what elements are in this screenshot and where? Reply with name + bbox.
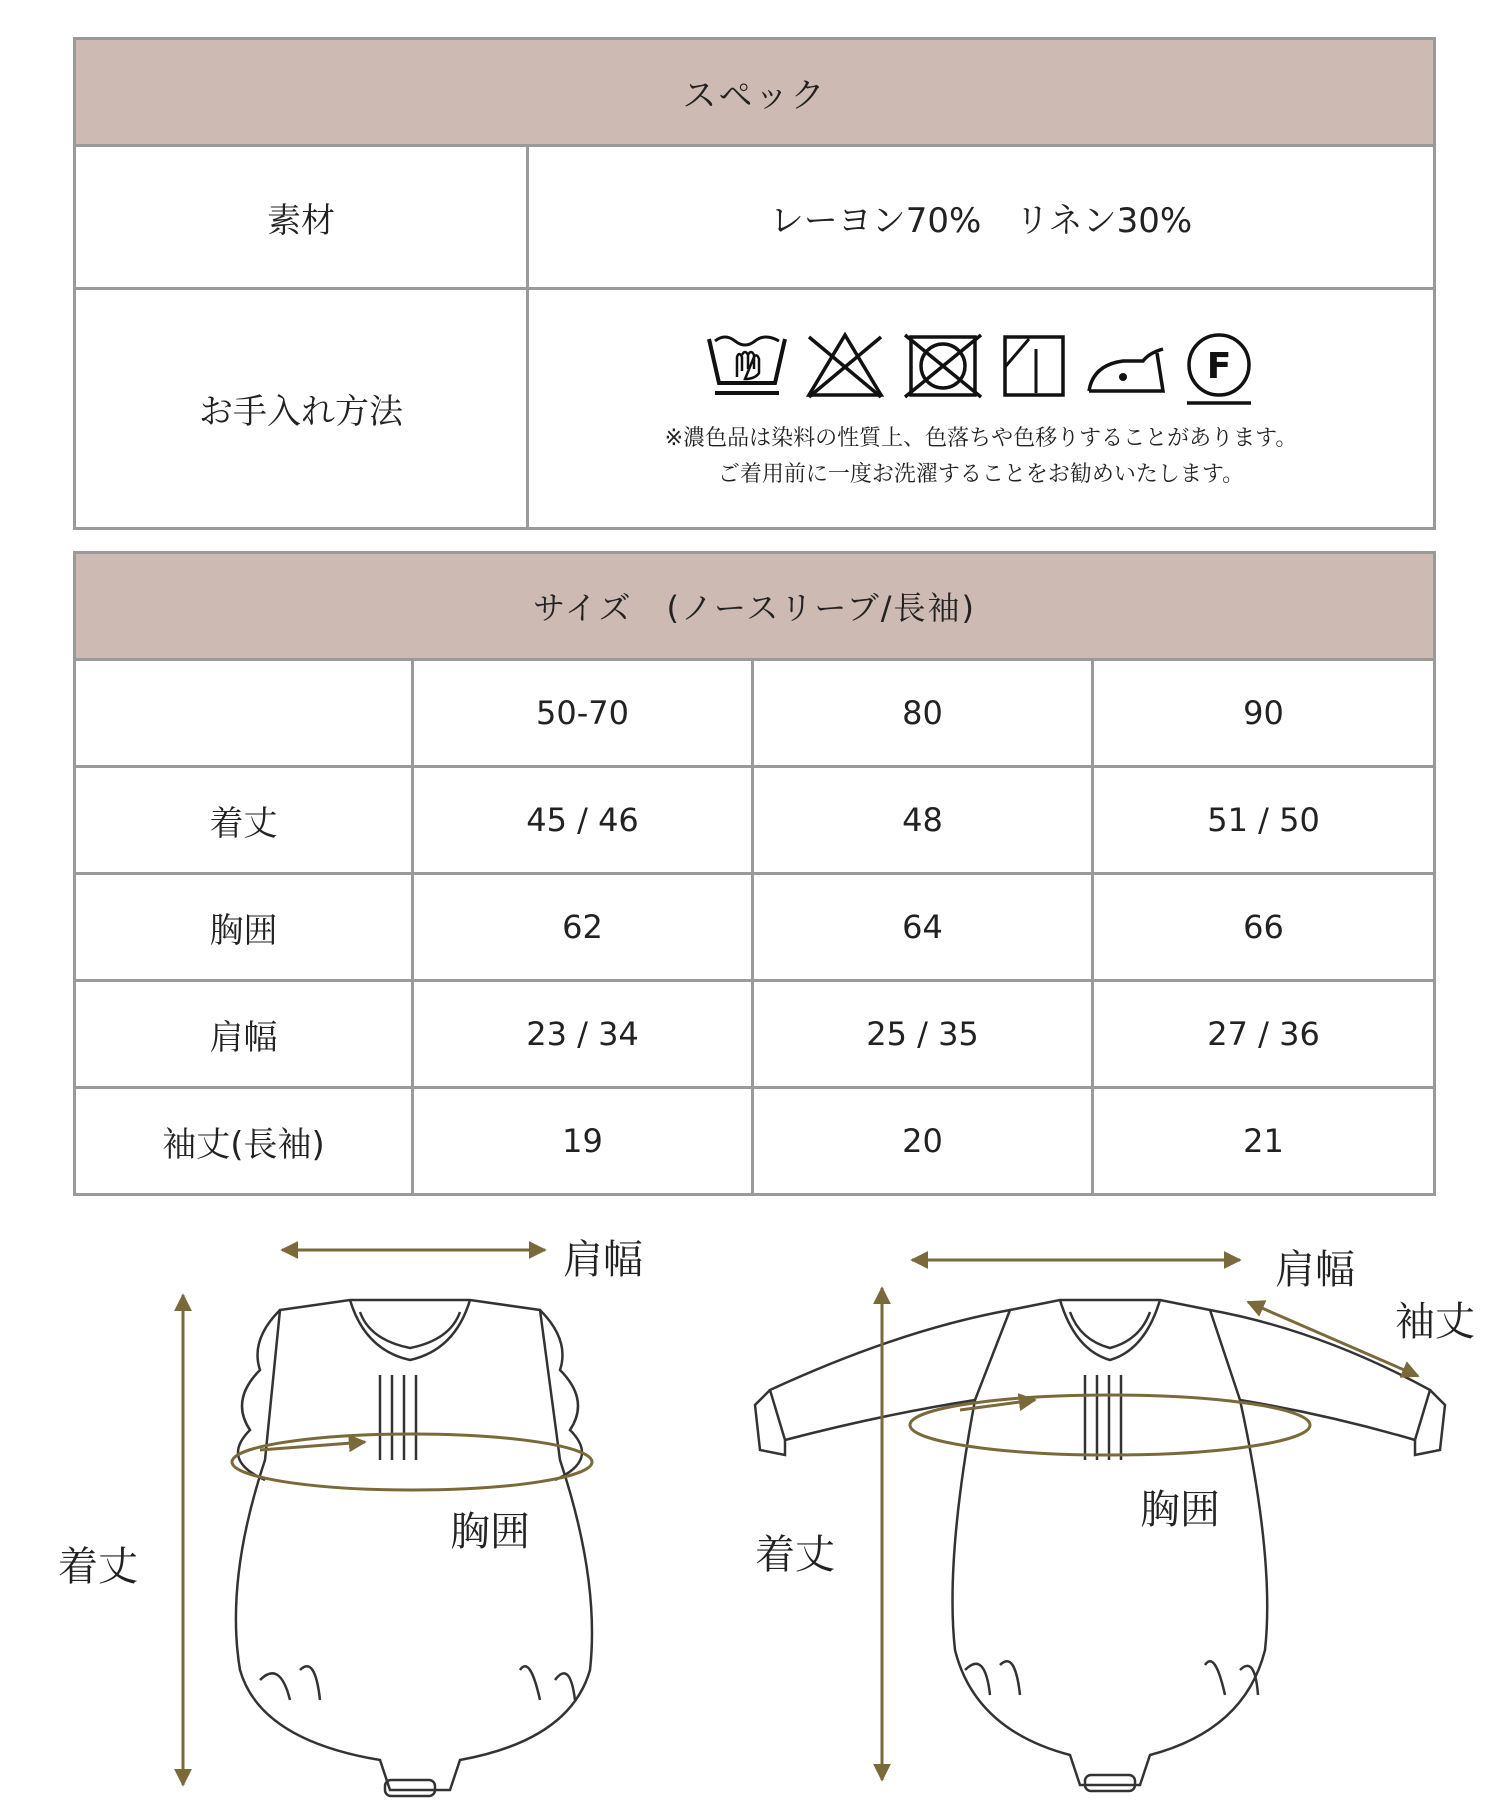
table-row	[75, 767, 1435, 874]
table-row	[75, 1088, 1435, 1195]
table-cell: 66	[1093, 874, 1435, 981]
size-header: サイズ (ノースリーブ/長袖)	[75, 553, 1435, 660]
right-shoulder-label: 肩幅	[1275, 1247, 1355, 1293]
table-cell: 23 / 34	[413, 981, 753, 1088]
table-row	[75, 874, 1435, 981]
svg-text:F: F	[1206, 345, 1232, 387]
size-col-header: 90	[1093, 660, 1435, 767]
iron-low-icon	[1083, 331, 1167, 401]
table-cell: 64	[753, 874, 1093, 981]
no-tumble-dry-icon	[901, 331, 985, 401]
long-sleeve-romper-drawing	[755, 1300, 1445, 1791]
left-length-label: 着丈	[58, 1544, 138, 1590]
table-cell: 19	[413, 1088, 753, 1195]
drip-dry-icon	[999, 331, 1069, 401]
dry-clean-f-icon	[1181, 331, 1257, 407]
table-cell: 21	[1093, 1088, 1435, 1195]
care-note-line1: ※濃色品は染料の性質上、色落ちや色移りすることがあります。	[664, 425, 1298, 451]
spec-table	[73, 37, 1436, 530]
row-label: 胸囲	[75, 874, 413, 981]
size-table	[73, 551, 1436, 1196]
care-cell	[528, 289, 1435, 529]
material-label: 素材	[75, 146, 528, 289]
care-label: お手入れ方法	[75, 289, 528, 529]
table-cell: 62	[413, 874, 753, 981]
size-col-header: 80	[753, 660, 1093, 767]
right-length-label: 着丈	[755, 1532, 835, 1578]
size-corner-cell	[75, 660, 413, 767]
left-shoulder-label: 肩幅	[563, 1237, 643, 1283]
table-cell: 27 / 36	[1093, 981, 1435, 1088]
table-row	[75, 981, 1435, 1088]
care-icons	[529, 331, 1433, 407]
table-cell: 51 / 50	[1093, 767, 1435, 874]
row-label: 袖丈(長袖)	[75, 1088, 413, 1195]
table-cell: 20	[753, 1088, 1093, 1195]
row-label: 肩幅	[75, 981, 413, 1088]
size-col-header: 50-70	[413, 660, 753, 767]
table-cell: 45 / 46	[413, 767, 753, 874]
row-label: 着丈	[75, 767, 413, 874]
left-measure-arrows	[183, 1250, 592, 1785]
care-note	[529, 421, 1433, 493]
no-bleach-icon	[803, 331, 887, 401]
hand-wash-icon	[705, 331, 789, 401]
sleeveless-romper-drawing	[236, 1300, 592, 1796]
right-chest-label: 胸囲	[1140, 1487, 1220, 1533]
right-sleeve-label: 袖丈	[1395, 1299, 1475, 1345]
left-chest-label: 胸囲	[450, 1509, 530, 1555]
material-value: レーヨン70% リネン30%	[528, 146, 1435, 289]
care-note-line2: ご着用前に一度お洗濯することをお勧めいたします。	[717, 461, 1245, 487]
table-cell: 25 / 35	[753, 981, 1093, 1088]
table-cell: 48	[753, 767, 1093, 874]
spec-header: スペック	[75, 39, 1435, 146]
